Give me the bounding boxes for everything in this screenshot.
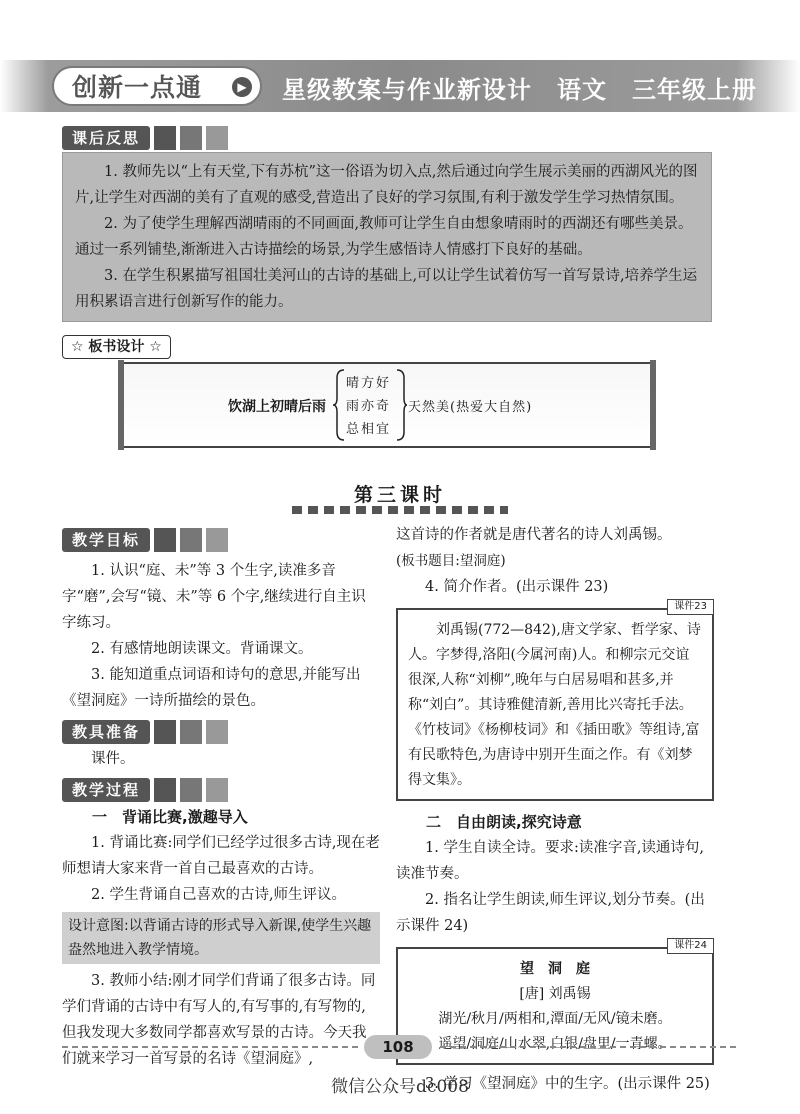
page-number: 108 bbox=[364, 1035, 432, 1059]
board-design-label: ☆ 板书设计 ☆ bbox=[62, 335, 171, 359]
goals-header bbox=[62, 528, 380, 552]
poem-line: 遥望/洞庭/山水翠,白银/盘里/一青螺。 bbox=[438, 1036, 672, 1052]
brace-icon bbox=[396, 368, 408, 442]
reflection-header bbox=[62, 126, 228, 150]
step2-paragraph: 3. 学习《望洞庭》中的生字。(出示课件 25) bbox=[425, 1076, 710, 1092]
goals-label: 教学目标 bbox=[62, 528, 150, 552]
courseware-23-box bbox=[396, 601, 714, 801]
courseware-tag: 课件23 bbox=[667, 599, 714, 615]
board-items bbox=[346, 372, 391, 441]
board-item: 总相宜 bbox=[346, 422, 392, 437]
board-note: (板书题目:望洞庭) bbox=[396, 553, 506, 569]
square-icon bbox=[154, 528, 176, 552]
goal-item: 3. 能知道重点词语和诗句的意思,并能写出《望洞庭》一诗所描绘的景色。 bbox=[62, 667, 361, 709]
board-frame-left bbox=[118, 360, 124, 450]
square-icon bbox=[154, 720, 176, 744]
square-icon bbox=[206, 720, 228, 744]
courseware-tag: 课件24 bbox=[667, 938, 714, 954]
author-bio: 刘禹锡(772—842),唐文学家、哲学家、诗人。字梦得,洛阳(今属河南)人。和柳宗元交谊很深,人称“刘柳”,晚年与白居易唱和甚多,并称“刘白”。其诗雅健清新,善用比兴寄托手法。《竹枝词》《杨柳枝词》和《插田歌》等组诗,富有民歌特色,为唐诗中别开生面之作。有《刘梦得文集》。 bbox=[408, 622, 701, 788]
board-conclusion: 天然美(热爱大自然) bbox=[408, 400, 533, 415]
footer-divider bbox=[440, 1046, 736, 1048]
footer-divider bbox=[62, 1046, 358, 1048]
step1-paragraph: 1. 背诵比赛:同学们已经学过很多古诗,现在老师想请大家来背一首自己最喜欢的古诗。 bbox=[62, 835, 380, 877]
step1-paragraph: 3. 教师小结:刚才同学们背诵了很多古诗。同学们背诵的古诗中有写人的,有写事的,有写物的,但我发现大多数同学都喜欢写景的古诗。今天我们就来学习一首写景的名诗《望洞庭》, bbox=[62, 973, 376, 1067]
board-title: 饮湖上初晴后雨 bbox=[228, 399, 326, 415]
square-icon bbox=[206, 528, 228, 552]
lesson-title: 第三课时 bbox=[353, 484, 446, 506]
reflection-paragraph: 1. 教师先以“上有天堂,下有苏杭”这一俗语为切入点,然后通过向学生展示美丽的西湖风光的图片,让学生对西湖的美有了直观的感受,营造出了良好的学习氛围,有利于激发学生学习热情氛围。 bbox=[75, 164, 698, 206]
book-title: 星级教案与作业新设计 语文 三年级上册 bbox=[282, 76, 757, 104]
step1-paragraph: 2. 学生背诵自己喜欢的古诗,师生评议。 bbox=[91, 887, 347, 903]
brand-name: 创新一点通 bbox=[72, 73, 203, 102]
board-item: 晴方好 bbox=[346, 376, 392, 391]
square-icon bbox=[180, 126, 202, 150]
left-column bbox=[62, 528, 380, 1072]
right-column bbox=[396, 522, 714, 1097]
reflection-paragraph: 3. 在学生积累描写祖国壮美河山的古诗的基础上,可以让学生试着仿写一首写景诗,培养学生运用积累语言进行创新写作的能力。 bbox=[75, 268, 698, 310]
poem-title: 望 洞 庭 bbox=[520, 961, 590, 977]
dotted-divider bbox=[292, 506, 508, 514]
process-header bbox=[62, 778, 380, 802]
brace-icon bbox=[332, 368, 346, 442]
goal-item: 2. 有感情地朗读课文。背诵课文。 bbox=[91, 641, 313, 657]
tools-header bbox=[62, 720, 380, 744]
play-arrow-icon: ▶ bbox=[232, 77, 252, 97]
square-icon bbox=[206, 126, 228, 150]
poem-line: 湖光/秋月/两相和,潭面/无风/镜未磨。 bbox=[438, 1011, 672, 1027]
goal-item: 1. 认识“庭、未”等 3 个生字,读准多音字“磨”,会写“镜、未”等 6 个字,继续进行自主识字练习。 bbox=[62, 563, 366, 631]
step1-title: 一 背诵比赛,激趣导入 bbox=[92, 808, 248, 826]
tools-text: 课件。 bbox=[91, 751, 135, 767]
poem-author: [唐] 刘禹锡 bbox=[519, 986, 591, 1002]
design-intent: 设计意图:以背诵古诗的形式导入新课,使学生兴趣盎然地进入教学情境。 bbox=[62, 912, 380, 964]
board-frame-right bbox=[650, 360, 656, 450]
step2-paragraph: 2. 指名让学生朗读,师生评议,划分节奏。(出示课件 24) bbox=[396, 892, 705, 934]
square-icon bbox=[180, 778, 202, 802]
reflection-paragraph: 2. 为了使学生理解西湖晴雨的不同画面,教师可让学生自由想象晴雨时的西湖还有哪些美景。通过一系列铺垫,渐渐进入古诗描绘的场景,为学生感悟诗人情感打下良好的基础。 bbox=[75, 216, 693, 258]
square-icon bbox=[180, 720, 202, 744]
square-icon bbox=[180, 528, 202, 552]
reflection-label: 课后反思 bbox=[62, 126, 150, 150]
square-icon bbox=[154, 126, 176, 150]
step2-paragraph: 1. 学生自读全诗。要求:读准字音,读通诗句,读准节奏。 bbox=[396, 840, 705, 882]
watermark: 微信公众号dc008 bbox=[331, 1077, 469, 1097]
author-intro: 这首诗的作者就是唐代著名的诗人刘禹锡。 bbox=[396, 527, 672, 543]
step2-title: 二 自由朗读,探究诗意 bbox=[426, 813, 582, 831]
author-step: 4. 简介作者。(出示课件 23) bbox=[425, 579, 609, 595]
reflection-box bbox=[62, 152, 712, 322]
square-icon bbox=[206, 778, 228, 802]
square-icon bbox=[154, 778, 176, 802]
board-item: 雨亦奇 bbox=[346, 399, 392, 414]
process-label: 教学过程 bbox=[62, 778, 150, 802]
tools-label: 教具准备 bbox=[62, 720, 150, 744]
